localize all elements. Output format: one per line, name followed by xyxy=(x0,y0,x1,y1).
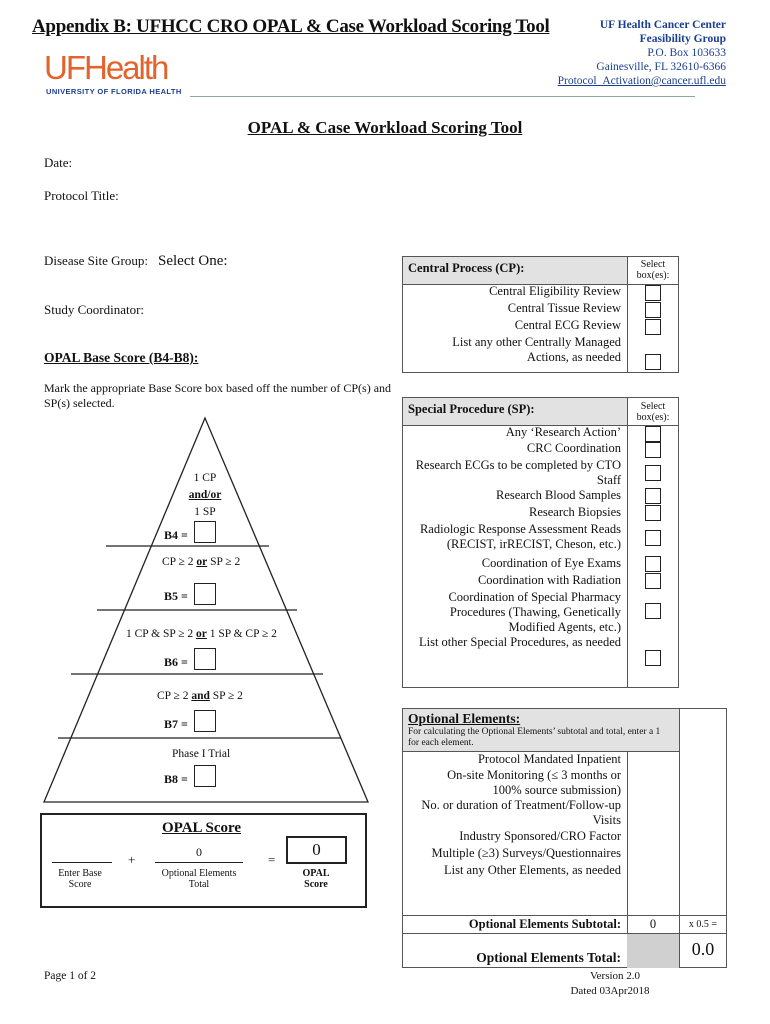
study-coordinator-label: Study Coordinator: xyxy=(44,302,145,317)
b8-label: B8 = xyxy=(164,772,188,786)
sp-item-3: Research ECGs to be completed by CTO Staff xyxy=(415,458,621,487)
protocol-title-label: Protocol Title: xyxy=(44,188,119,203)
b4-label: B4 = xyxy=(164,528,188,542)
sp-item-8: Coordination with Radiation xyxy=(477,573,621,587)
b4-line-3: 1 SP xyxy=(194,506,216,518)
sp-item-5: Research Biopsies xyxy=(529,505,621,519)
contact-line-1: UF Health Cancer Center xyxy=(599,19,726,31)
opal-base-instructions: Mark the appropriate Base Score box based off the number of CP(s) and SP(s) selected. xyxy=(44,381,392,410)
base-score-blank[interactable] xyxy=(52,862,112,863)
b8-condition: Phase I Trial xyxy=(172,748,231,760)
optional-blank xyxy=(155,862,243,863)
sp-item-6: Radiologic Response Assessment Reads (RECIST, irRECIST, Cheson, etc.) xyxy=(419,522,621,551)
contact-email[interactable]: Protocol_Activation@cancer.ufl.edu xyxy=(557,75,726,87)
optional-value: 0 xyxy=(196,845,202,859)
cp-checkbox-4[interactable] xyxy=(645,354,661,370)
equals-sign: = xyxy=(268,852,276,867)
optional-subtotal-label: Optional Elements Subtotal: xyxy=(468,917,621,931)
optional-item-1: Protocol Mandated Inpatient xyxy=(477,752,621,766)
enter-base-score-label: Enter Base Score xyxy=(58,868,102,890)
optional-elements-total-label: Optional Elements Total xyxy=(161,868,237,890)
sp-checkbox-1[interactable] xyxy=(645,426,661,442)
sp-checkbox-7[interactable] xyxy=(645,556,661,572)
b8-checkbox[interactable] xyxy=(194,765,216,787)
optional-note: For calculating the Optional Elements’ subtotal and total, enter a 1 for each element. xyxy=(408,727,661,748)
b5-condition: CP ≥ 2 or SP ≥ 2 xyxy=(162,556,241,568)
cp-item-3: Central ECG Review xyxy=(514,318,621,332)
sp-item-7: Coordination of Eye Exams xyxy=(481,556,621,570)
cp-checkbox-2[interactable] xyxy=(645,302,661,318)
optional-item-6: List any Other Elements, as needed xyxy=(443,863,621,877)
sp-checkbox-8[interactable] xyxy=(645,573,661,589)
cp-checkbox-1[interactable] xyxy=(645,285,661,301)
contact-line-3: P.O. Box 103633 xyxy=(647,47,726,59)
optional-item-2: On-site Monitoring (≤ 3 months or 100% source submission) xyxy=(447,768,621,797)
sp-checkbox-4[interactable] xyxy=(645,488,661,504)
b4-checkbox[interactable] xyxy=(194,521,216,543)
sp-item-4: Research Blood Samples xyxy=(496,488,621,502)
b4-line-1: 1 CP xyxy=(193,472,217,484)
b7-condition: CP ≥ 2 and SP ≥ 2 xyxy=(157,690,243,702)
b6-checkbox[interactable] xyxy=(194,648,216,670)
b7-checkbox[interactable] xyxy=(194,710,216,732)
opal-base-heading: OPAL Base Score (B4-B8): xyxy=(44,350,199,365)
sp-item-10: List other Special Procedures, as needed xyxy=(418,635,621,649)
sp-checkbox-9[interactable] xyxy=(645,603,661,619)
cp-item-1: Central Eligibility Review xyxy=(489,284,621,298)
b5-label: B5 = xyxy=(164,589,188,603)
cp-checkbox-3[interactable] xyxy=(645,319,661,335)
sp-checkbox-3[interactable] xyxy=(645,465,661,481)
disease-site-select[interactable]: Select One: xyxy=(158,253,228,269)
optional-total-label: Optional Elements Total: xyxy=(476,950,621,965)
sp-heading: Special Procedure (SP): xyxy=(408,402,535,416)
cp-item-2: Central Tissue Review xyxy=(507,301,621,315)
sp-item-9: Coordination of Special Pharmacy Procedures (Thawing, Genetically Modified Agents, etc.) xyxy=(448,590,621,634)
b5-checkbox[interactable] xyxy=(194,583,216,605)
optional-subtotal-value: 0 xyxy=(649,917,657,931)
cp-heading: Central Process (CP): xyxy=(408,261,525,275)
optional-multiplier: x 0.5 = xyxy=(688,919,718,930)
b7-label: B7 = xyxy=(164,717,188,731)
contact-line-2: Feasibility Group xyxy=(639,33,726,45)
opal-score-label: OPAL Score xyxy=(302,868,330,890)
optional-item-4: Industry Sponsored/CRO Factor xyxy=(459,829,621,843)
dated-label: Dated 03Apr2018 xyxy=(570,985,650,997)
main-title: OPAL & Case Workload Scoring Tool xyxy=(247,118,523,137)
cp-item-4: List any other Centrally Managed Actions, as needed xyxy=(452,335,621,364)
logo-sub: UNIVERSITY OF FLORIDA HEALTH xyxy=(46,87,182,96)
b6-condition: 1 CP & SP ≥ 2 or 1 SP & CP ≥ 2 xyxy=(126,628,277,640)
optional-total-value: 0.0 xyxy=(691,939,715,959)
contact-line-4: Gainesville, FL 32610-6366 xyxy=(596,61,726,73)
plus-sign: + xyxy=(128,852,136,867)
opal-score-result: 0 xyxy=(286,836,347,864)
disease-site-label: Disease Site Group: xyxy=(44,253,148,268)
optional-item-5: Multiple (≥3) Surveys/Questionnaires xyxy=(431,846,621,860)
b6-label: B6 = xyxy=(164,655,188,669)
optional-heading: Optional Elements: xyxy=(408,711,521,726)
sp-item-1: Any ‘Research Action’ xyxy=(505,425,621,439)
date-label: Date: xyxy=(44,155,73,170)
sp-checkbox-6[interactable] xyxy=(645,530,661,546)
sp-select-label: Select box(es): xyxy=(636,401,670,423)
page-number: Page 1 of 2 xyxy=(44,970,97,982)
logo-main: UFHealth xyxy=(44,49,168,86)
b4-line-2: and/or xyxy=(188,489,222,501)
sp-checkbox-2[interactable] xyxy=(645,442,661,458)
sp-checkbox-10[interactable] xyxy=(645,650,661,666)
appendix-title: Appendix B: UFHCC CRO OPAL & Case Workload Scoring Tool xyxy=(32,16,550,37)
optional-item-3: No. or duration of Treatment/Follow-up Visits xyxy=(421,798,621,827)
cp-select-label: Select box(es): xyxy=(636,259,670,281)
version-label: Version 2.0 xyxy=(589,970,641,982)
sp-item-2: CRC Coordination xyxy=(526,441,621,455)
sp-checkbox-5[interactable] xyxy=(645,505,661,521)
optional-total-grey xyxy=(627,934,679,968)
opal-score-title: OPAL Score xyxy=(162,820,242,836)
